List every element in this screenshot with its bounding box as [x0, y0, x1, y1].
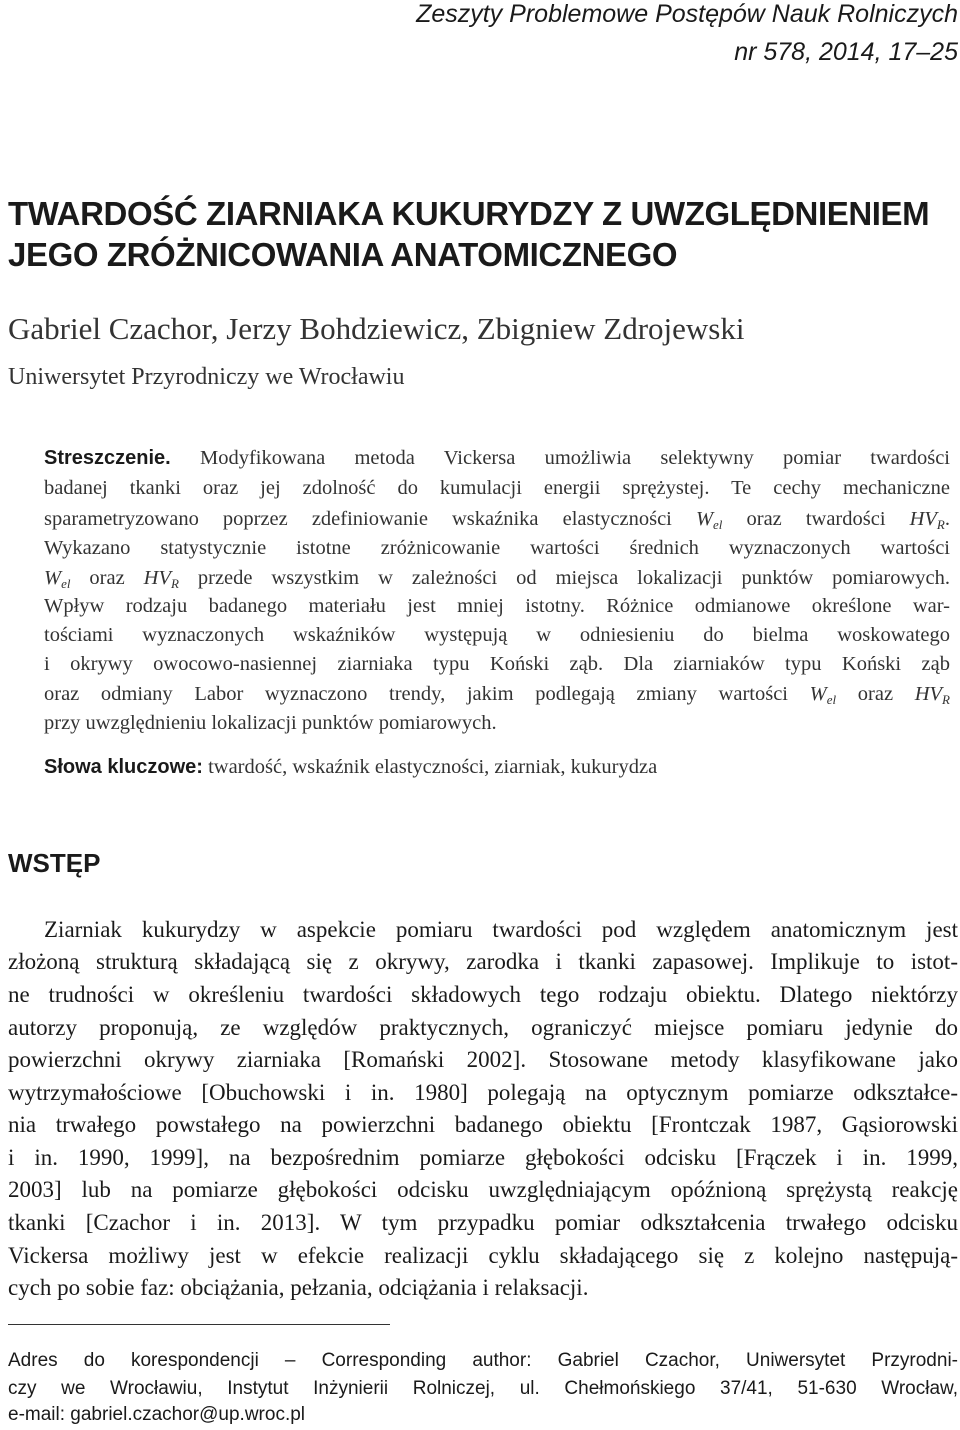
hv-r-symbol: $HV_R$: [914, 683, 950, 707]
body-line: ne trudności w określeniu twardości składowych tego rodzaju obiektu. Dlatego niektórzy: [8, 982, 958, 1007]
keywords: [44, 756, 657, 779]
abstract-line: przy uwzględnieniu lokalizacji punktów pomiarowych.: [44, 712, 497, 734]
abstract-line: badanej tkanki oraz jej zdolność do kumulacji energii sprężystej. Te cechy mechaniczne: [44, 477, 950, 499]
body-line: cych po sobie faz: obciążania, pełzania, odciążania i relaksacji.: [8, 1275, 589, 1300]
journal-name: Zeszyty Problemowe Postępów Nauk Rolniczych: [416, 0, 958, 28]
footnote-rule: [8, 1324, 390, 1325]
abstract-line: Wykazano statystycznie istotne zróżnicowanie wartości średnich wyznaczonych wartości: [44, 537, 950, 559]
abstract-line: $W_{el}$ oraz $HV_R$ przede wszystkim w zależności od miejsca lokalizacji punktów pomiarowych.: [44, 567, 950, 591]
hv-r-symbol: $HV_R$: [143, 567, 179, 591]
abstract-line: i okrywy owocowo-nasiennej ziarniaka typu Koński ząb. Dla ziarniaków typu Koński ząb: [44, 653, 950, 675]
article-title-line-2: JEGO ZRÓŻNICOWANIA ANATOMICZNEGO: [8, 236, 678, 273]
body-line: 2003] lub na pomiarze głębokości odcisku uwzględniającym opóźnioną sprężystą reakcję: [8, 1177, 958, 1202]
body-line: nia trwałego powstałego na powierzchni badanego obiektu [Frontczak 1987, Gąsiorowski: [8, 1112, 958, 1137]
footnote-email: e-mail: gabriel.czachor@up.wroc.pl: [8, 1404, 306, 1425]
w-el-symbol: $W_{el}$: [809, 683, 837, 707]
section-heading: WSTĘP: [8, 848, 101, 878]
body-line: Ziarniak kukurydzy w aspekcie pomiaru twardości pod względem anatomicznym jest: [44, 917, 958, 942]
body-line: Vickersa możliwy jest w efekcie realizacji cyklu składającego się z kolejno następują-: [8, 1243, 958, 1268]
keywords-text: twardość, wskaźnik elastyczności, ziarniak, kukurydza: [202, 756, 658, 778]
abstract-line: tościami wyznaczonych wskaźników występują w odniesieniu do bielma woskowatego: [44, 624, 950, 646]
article-title-line-1: TWARDOŚĆ ZIARNIAKA KUKURYDZY Z UWZGLĘDNIENIEM: [8, 195, 930, 232]
keywords-label: Słowa kluczowe:: [44, 756, 203, 778]
body-line: autorzy proponują, ze względów praktycznych, ograniczyć miejsce pomiaru jedynie do: [8, 1015, 958, 1040]
w-el-symbol: $W_{el}$: [44, 567, 71, 591]
authors: Gabriel Czachor, Jerzy Bohdziewicz, Zbigniew Zdrojewski: [8, 311, 745, 346]
abstract-label: Streszczenie.: [44, 447, 171, 469]
journal-issue: nr 578, 2014, 17–25: [734, 38, 958, 66]
footnote-line: czy we Wrocławiu, Instytut Inżynierii Rolniczej, ul. Chełmońskiego 37/41, 51-630 Wrocław,: [8, 1378, 958, 1399]
hv-r-symbol: $HV_R$: [909, 508, 945, 532]
abstract-line: Streszczenie. Modyfikowana metoda Vickersa umożliwia selektywny pomiar twardości: [44, 447, 950, 469]
body-line: wytrzymałościowe [Obuchowski i in. 1980] polegają na optycznym pomiarze odkształce-: [8, 1080, 958, 1105]
abstract-line: sparametryzowano poprzez zdefiniowanie wskaźnika elastyczności $W_{el}$ oraz twardości $HV_R$.: [44, 508, 950, 532]
abstract-line: Wpływ rodzaju badanego materiału jest mniej istotny. Różnice odmianowe określone war-: [44, 595, 950, 617]
body-line: złożoną strukturą składającą się z okrywy, zarodka i tkanki zapasowej. Implikuje to istot-: [8, 949, 958, 974]
footnote-line: Adres do korespondencji – Corresponding author: Gabriel Czachor, Uniwersytet Przyrodni-: [8, 1350, 958, 1371]
abstract-line: oraz odmiany Labor wyznaczono trendy, jakim podlegają zmiany wartości $W_{el}$ oraz $HV_R$: [44, 683, 950, 707]
body-line: powierzchni okrywy ziarniaka [Romański 2002]. Stosowane metody klasyfikowane jako: [8, 1047, 958, 1072]
w-el-symbol: $W_{el}$: [695, 508, 723, 532]
body-line: i in. 1990, 1999], na bezpośrednim pomiarze głębokości odcisku [Frączek i in. 1999,: [8, 1145, 958, 1170]
affiliation: Uniwersytet Przyrodniczy we Wrocławiu: [8, 364, 405, 390]
body-line: tkanki [Czachor i in. 2013]. W tym przypadku pomiar odkształcenia trwałego odcisku: [8, 1210, 958, 1235]
